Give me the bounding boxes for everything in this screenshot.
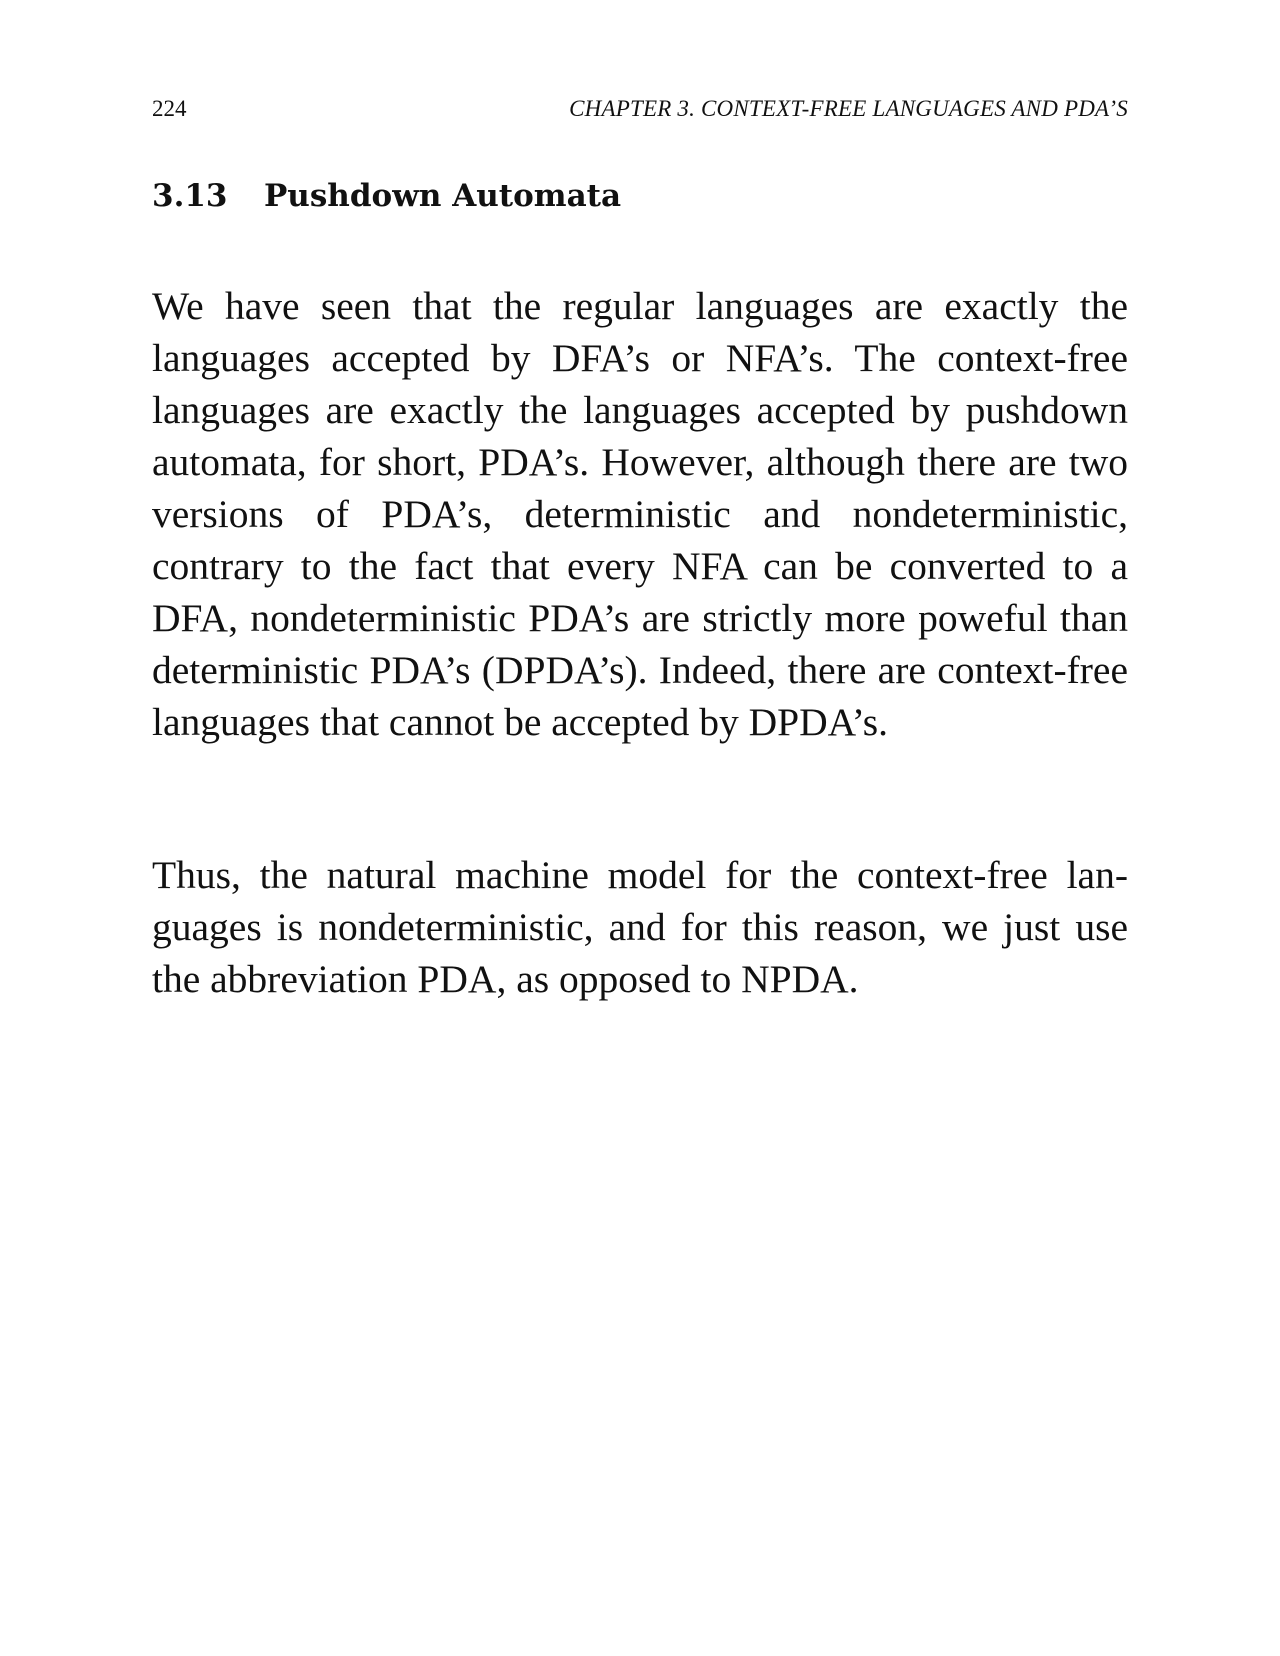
page-number: 224 <box>152 96 187 121</box>
paragraph-machine-model: Thus, the natural machine model for the context-free languages is nondeterministic, and for this reason, we just use the abbreviation PDA, as opposed to NPDA. <box>152 852 1128 1001</box>
section-number: 3.13 <box>152 177 228 214</box>
section-title: Pushdown Automata <box>264 177 622 214</box>
running-head <box>152 94 1128 124</box>
section-heading <box>152 176 621 216</box>
paragraph-intro: We have seen that the regular languages are exactly the languages accepted by DFA’s or NFA’s. The context-free languages are exactly the languages accepted by pushdown automata, for short, PDA’s. However, although there are two versions of PDA’s, deterministic and nondeterministic, contrary to the fact that every NFA can be converted to a DFA, nondeterministic PDA’s are strictly more poweful than deterministic PDA’s (DPDA’s). Indeed, there are context-free languages that cannot be accepted by DPDA’s. <box>152 283 1128 744</box>
chapter-title: CHAPTER 3. CONTEXT-FREE LANGUAGES AND PDA’S <box>569 96 1128 121</box>
